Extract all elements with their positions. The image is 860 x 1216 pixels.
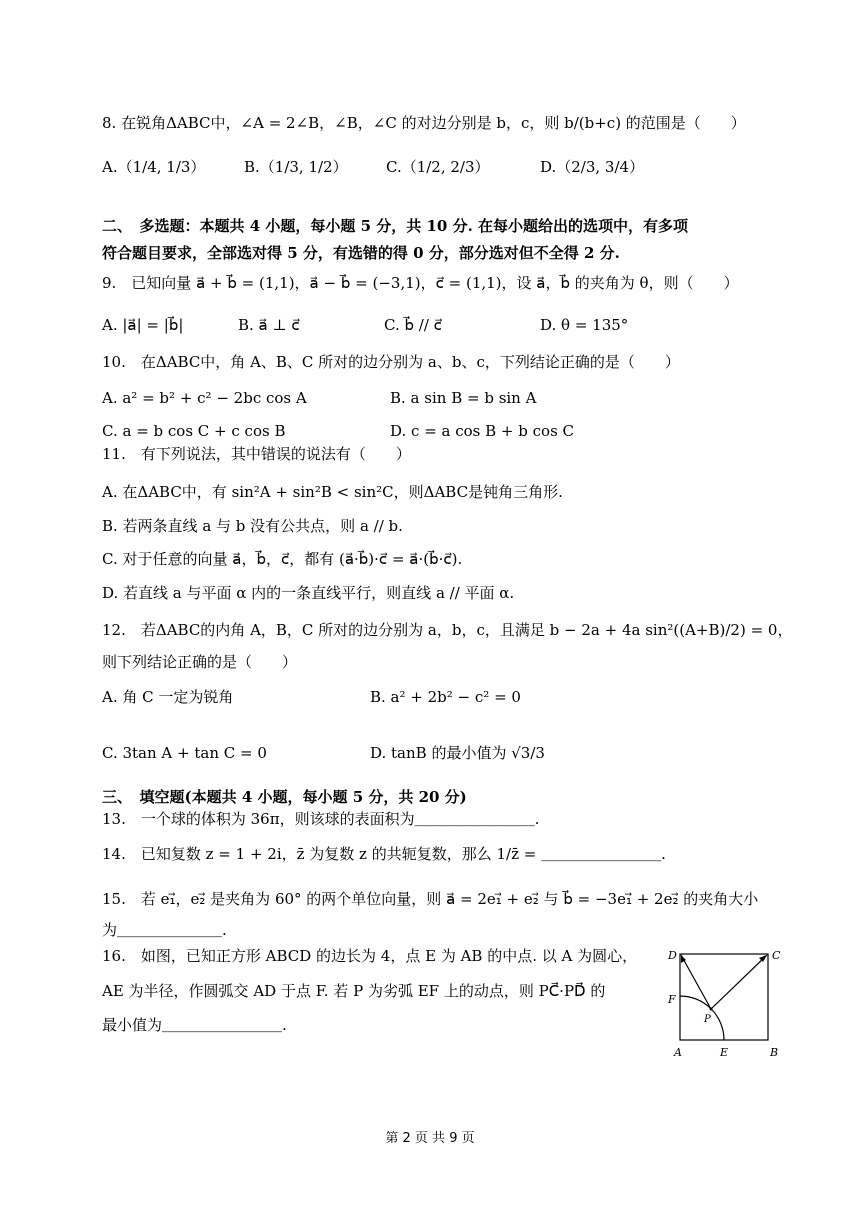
label-a: A	[674, 1046, 682, 1059]
vector-pd	[681, 955, 711, 1009]
label-p: P	[704, 1014, 711, 1025]
q11-stem: 11. 有下列说法，其中错误的说法有（ ）	[102, 445, 411, 463]
q15-line1: 15. 若 e₁⃗，e₂⃗ 是夹角为 60° 的两个单位向量，则 a⃗ = 2e₁⃗ + e₂⃗ 与 b⃗ = −3e₁⃗ + 2e₂⃗ 的夹角大小	[102, 890, 759, 908]
q12-options-row2	[102, 742, 782, 764]
q14-text: 14. 已知复数 z = 1 + 2i，z̄ 为复数 z 的共轭复数，那么 1/z̄ = ＿＿＿＿＿＿＿＿.	[102, 845, 666, 863]
section2-heading-line1: 二、 多选题：本题共 4 小题，每小题 5 分，共 10 分. 在每小题给出的选项中，有多项	[102, 217, 689, 235]
page-footer: 第 2 页 共 9 页	[385, 1131, 475, 1146]
q11-item-c: C. 对于任意的向量 a⃗，b⃗，c⃗，都有 (a⃗·b⃗)·c⃗ = a⃗·(b⃗·c⃗).	[102, 550, 463, 568]
q8-option-c: C.（1/2, 2/3）	[386, 158, 490, 176]
q12-option-c: C. 3tan A + tan C = 0	[102, 744, 267, 762]
q11-item-d: D. 若直线 a 与平面 α 内的一条直线平行，则直线 a // 平面 α.	[102, 584, 515, 602]
q9-options	[102, 314, 782, 336]
q10-options-row2	[102, 420, 782, 442]
q10-option-b: B. a sin B = b sin A	[390, 389, 537, 407]
q12-stem-line1: 12. 若ΔABC的内角 A，B，C 所对的边分别为 a，b，c，且满足 b − 2a + 4a sin²((A+B)/2) = 0，	[102, 621, 793, 639]
section2-heading-line2: 符合题目要求，全部选对得 5 分，有选错的得 0 分，部分选对但不全得 2 分.	[102, 244, 620, 262]
q12-option-d: D. tanB 的最小值为 √3/3	[370, 744, 545, 762]
q10-option-a: A. a² = b² + c² − 2bc cos A	[102, 389, 307, 407]
label-c: C	[772, 949, 781, 962]
q11-item-a: A. 在ΔABC中，有 sin²A + sin²B < sin²C，则ΔABC是钝角三角形.	[102, 483, 563, 501]
q16-line2: AE 为半径，作圆弧交 AD 于点 F. 若 P 为劣弧 EF 上的动点，则 PC⃗·PD⃗ 的	[102, 982, 606, 1000]
q10-option-d: D. c = a cos B + b cos C	[390, 422, 575, 440]
q12-options-row1	[102, 686, 782, 708]
q16-line1: 16. 如图，已知正方形 ABCD 的边长为 4，点 E 为 AB 的中点. 以 A 为圆心，	[102, 947, 638, 965]
q12-option-a: A. 角 C 一定为锐角	[102, 688, 234, 706]
q12-option-b: B. a² + 2b² − c² = 0	[370, 688, 521, 706]
section3-heading: 三、 填空题(本题共 4 小题，每小题 5 分，共 20 分)	[102, 788, 467, 806]
q8-option-b: B.（1/3, 1/2）	[244, 158, 348, 176]
q10-options-row1	[102, 387, 782, 409]
label-b: B	[770, 1046, 779, 1059]
q9-option-c: C. b⃗ // c⃗	[384, 316, 442, 334]
q9-stem: 9. 已知向量 a⃗ + b⃗ = (1,1)，a⃗ − b⃗ = (−3,1)，c⃗ = (1,1)，设 a⃗，b⃗ 的夹角为 θ，则（ ）	[102, 274, 739, 292]
q8-option-d: D.（2/3, 3/4）	[540, 158, 645, 176]
q8-option-a: A.（1/4, 1/3）	[102, 158, 206, 176]
q10-option-c: C. a = b cos C + c cos B	[102, 422, 286, 440]
q12-stem-line2: 则下列结论正确的是（ ）	[102, 653, 298, 671]
q8-stem: 8. 在锐角ΔABC中，∠A = 2∠B，∠B，∠C 的对边分别是 b，c，则 b/(b+c) 的范围是（ ）	[102, 114, 746, 132]
q9-option-d: D. θ = 135°	[540, 316, 629, 334]
label-e: E	[720, 1046, 729, 1059]
square-arc-figure	[664, 946, 784, 1064]
label-f: F	[668, 993, 676, 1006]
q8-options	[102, 156, 782, 178]
q9-option-a: A. |a⃗| = |b⃗|	[102, 316, 184, 334]
label-d: D	[668, 949, 677, 962]
q11-item-b: B. 若两条直线 a 与 b 没有公共点，则 a // b.	[102, 517, 403, 535]
q9-option-b: B. a⃗ ⊥ c⃗	[238, 316, 300, 334]
q15-line2: 为＿＿＿＿＿＿＿.	[102, 921, 227, 939]
q16-line3: 最小值为＿＿＿＿＿＿＿＿.	[102, 1016, 287, 1034]
q10-stem: 10. 在ΔABC中，角 A、B、C 所对的边分别为 a、b、c，下列结论正确的是（ ）	[102, 353, 680, 371]
q13-text: 13. 一个球的体积为 36π，则该球的表面积为＿＿＿＿＿＿＿＿.	[102, 810, 540, 828]
vector-pc	[711, 955, 767, 1009]
